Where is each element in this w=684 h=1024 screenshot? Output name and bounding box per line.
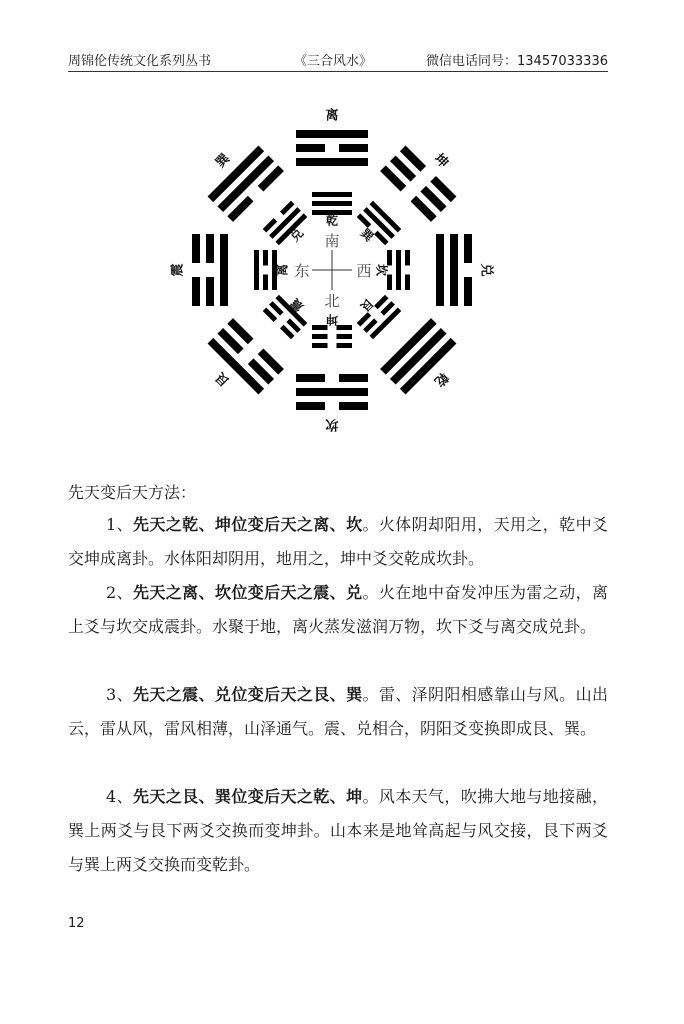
paragraph-body: 。风本天气，吹拂大地与地接融，巽上两爻与艮下两爻交换而变坤卦。山本来是地耸高起与风交接，艮下两爻与巽上两爻交换而变乾卦。 xyxy=(68,787,608,874)
outer-trigram xyxy=(380,318,472,410)
method-paragraph-3 xyxy=(68,678,608,746)
page-header xyxy=(68,50,608,70)
compass-east: 东 xyxy=(294,262,310,280)
solid-line xyxy=(396,250,401,290)
broken-line xyxy=(339,144,368,152)
broken-line xyxy=(312,334,328,339)
broken-line xyxy=(405,275,410,291)
compass-north: 北 xyxy=(324,292,340,310)
broken-line xyxy=(263,250,268,266)
inner-trigram-label: 乾 xyxy=(325,213,339,228)
paragraph-number: 2、 xyxy=(106,583,133,602)
broken-line xyxy=(296,374,325,382)
solid-line xyxy=(296,388,368,396)
outer-trigram xyxy=(192,318,284,410)
broken-line xyxy=(296,402,325,410)
broken-line xyxy=(337,343,353,348)
inner-trigram-label: 离 xyxy=(275,263,290,277)
broken-line xyxy=(387,275,392,291)
outer-trigram-label: 巽 xyxy=(213,151,234,172)
broken-line xyxy=(405,250,410,266)
paragraph-heading: 先天之乾、坤位变后天之离、坎 xyxy=(132,515,363,534)
inner-trigram-label: 坎 xyxy=(374,263,389,277)
outer-trigram xyxy=(436,234,495,306)
page-number: 12 xyxy=(68,916,85,931)
inner-trigram-label: 坤 xyxy=(325,312,339,327)
solid-line xyxy=(450,234,458,306)
broken-line xyxy=(296,144,325,152)
broken-line xyxy=(464,234,472,263)
outer-trigram xyxy=(296,108,368,167)
paragraph-body: 。火体阴却阳用，天用之，乾中爻交坤成离卦。水体阳却阴用，地用之，坤中爻交乾成坎卦。 xyxy=(68,515,608,568)
book-title: 《三合风水》 xyxy=(294,54,373,69)
outer-trigram xyxy=(170,234,229,306)
inner-trigram xyxy=(348,201,401,254)
compass-cross xyxy=(294,232,371,310)
broken-line xyxy=(339,374,368,382)
contact-info: 微信电话同号：13457033336 xyxy=(426,54,608,69)
solid-line xyxy=(220,234,228,306)
method-paragraph-4 xyxy=(68,780,608,882)
outer-trigram-label: 坎 xyxy=(325,416,339,432)
broken-line xyxy=(464,277,472,306)
paragraph-heading: 先天之离、坎位变后天之震、兑 xyxy=(132,583,363,602)
broken-line xyxy=(206,277,214,306)
solid-line xyxy=(296,130,368,138)
paragraph-body: 。雷、泽阴阳相感靠山与风。山出云，雷从风，雷风相薄，山泽通气。震、兑相合，阴阳爻变换即成艮、巽。 xyxy=(68,685,608,738)
broken-line xyxy=(192,234,200,263)
solid-line xyxy=(296,158,368,166)
broken-line xyxy=(206,234,214,263)
inner-trigram xyxy=(375,250,411,290)
series-title: 周锦伦传统文化系列丛书 xyxy=(68,54,212,69)
method-paragraph-2 xyxy=(68,576,608,644)
paragraph-number: 3、 xyxy=(106,685,133,704)
outer-trigram-label: 离 xyxy=(325,108,339,124)
outer-trigram xyxy=(380,130,472,222)
solid-line xyxy=(312,192,352,197)
inner-trigram xyxy=(312,313,352,349)
inner-trigram-label: 巽 xyxy=(357,225,377,245)
broken-line xyxy=(263,275,268,291)
compass-west: 西 xyxy=(356,262,372,280)
broken-line xyxy=(192,277,200,306)
inner-trigram xyxy=(312,192,352,228)
inner-trigram-label: 震 xyxy=(287,295,307,315)
outer-trigram-label: 兑 xyxy=(478,263,494,277)
paragraph-number: 4、 xyxy=(106,787,133,806)
inner-trigram xyxy=(263,201,316,254)
bagua-diagram xyxy=(0,80,684,460)
broken-line xyxy=(339,402,368,410)
inner-trigram-label: 兑 xyxy=(287,225,307,245)
header-rule xyxy=(68,71,608,72)
inner-trigram xyxy=(348,286,401,339)
paragraph-number: 1、 xyxy=(106,515,133,534)
inner-trigram xyxy=(263,286,316,339)
solid-line xyxy=(436,234,444,306)
outer-trigram-label: 乾 xyxy=(430,368,451,389)
outer-trigram-label: 震 xyxy=(170,263,186,277)
paragraph-heading: 先天之震、兑位变后天之艮、巽 xyxy=(132,685,363,704)
outer-trigram-label: 坤 xyxy=(430,151,451,172)
broken-line xyxy=(312,325,328,330)
outer-trigram-label: 艮 xyxy=(213,368,234,389)
compass-south: 南 xyxy=(324,232,340,250)
inner-trigram xyxy=(254,250,290,290)
paragraph-body: 。火在地中奋发冲压为雷之动，离上爻与坎交成震卦。水聚于地，离火蒸发滋润万物，坎下爻与离交成兑卦。 xyxy=(68,583,608,636)
broken-line xyxy=(337,334,353,339)
inner-trigram-label: 艮 xyxy=(357,295,377,315)
outer-trigram xyxy=(296,374,368,433)
broken-line xyxy=(312,343,328,348)
solid-line xyxy=(254,250,259,290)
paragraph-heading: 先天之艮、巽位变后天之乾、坤 xyxy=(132,787,363,806)
solid-line xyxy=(312,201,352,206)
method-paragraph-1 xyxy=(68,508,608,576)
method-intro: 先天变后天方法： xyxy=(68,483,197,502)
outer-trigram xyxy=(192,130,284,222)
